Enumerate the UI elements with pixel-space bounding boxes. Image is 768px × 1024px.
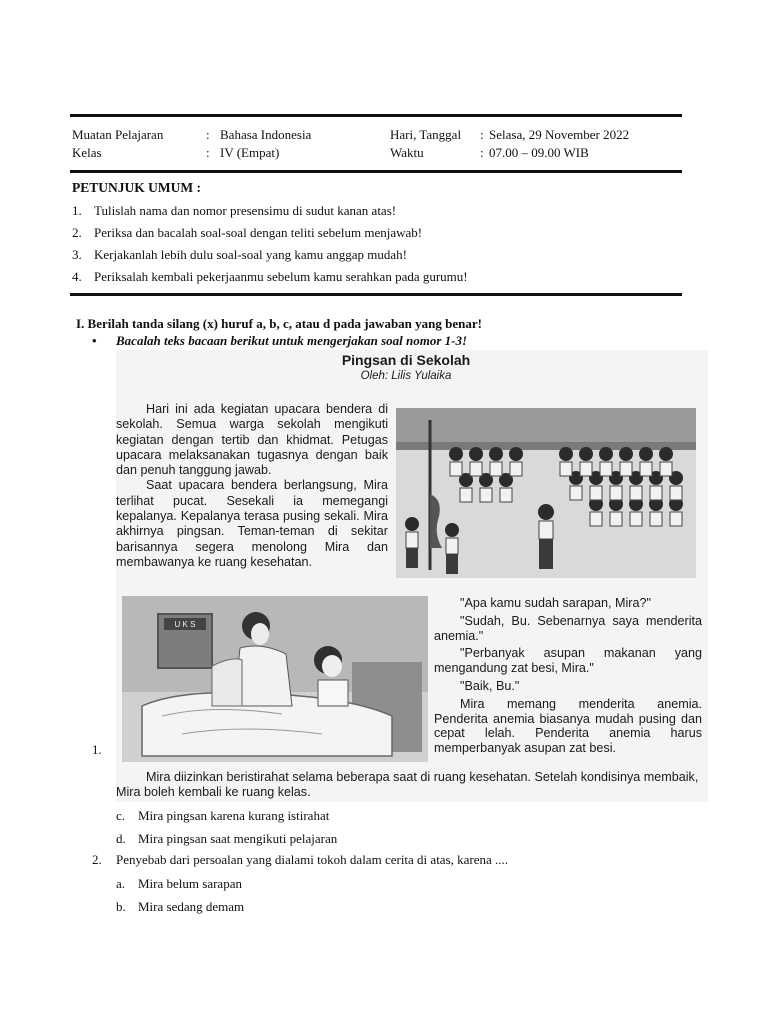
dialog-line: "Apa kamu sudah sarapan, Mira?" <box>460 596 651 610</box>
class-colon: : <box>206 145 210 160</box>
subject-value: Bahasa Indonesia <box>220 127 312 142</box>
story-paragraph: Mira diizinkan beristirahat selama beberapa saat di ruang kesehatan. Setelah kondisinya membaik, Mira boleh kembali ke ruang kelas. <box>116 770 699 799</box>
question-2 <box>92 852 508 868</box>
date-value: Selasa, 29 November 2022 <box>489 127 630 142</box>
health-room-icon <box>122 596 428 762</box>
top-rule <box>70 114 682 117</box>
story-intro <box>116 402 388 570</box>
mid-rule <box>70 170 682 173</box>
q2-option-a[interactable]: a. Mira belum sarapan <box>116 876 242 891</box>
bullet-icon: • <box>92 333 97 348</box>
dialog-line: "Baik, Bu." <box>460 678 520 693</box>
date-label: Hari, Tanggal <box>390 127 462 142</box>
story-dialog <box>434 596 702 759</box>
flag-ceremony-illustration <box>396 408 696 578</box>
reading-instruction: • Bacalah teks bacaan berikut untuk mengerjakan soal nomor 1-3! <box>92 333 468 348</box>
instruction-item: 3. Kerjakanlah lebih dulu soal-soal yang kamu anggap mudah! <box>72 247 407 262</box>
q1-option-c[interactable]: c. Mira pingsan karena kurang istirahat <box>116 808 330 823</box>
reading-passage <box>116 350 708 802</box>
class-label: Kelas <box>72 145 102 160</box>
subject-label: Muatan Pelajaran <box>72 127 164 142</box>
story-paragraph: Hari ini ada kegiatan upacara bendera di sekolah. Semua warga sekolah mengikuti kegiatan dengan tertib dan khidmat. Petugas upacara melaksanakan tugasnya dengan baik dan penuh tanggung jawab. <box>116 402 388 478</box>
question-1-number: 1. <box>92 742 102 757</box>
story-closing <box>116 770 704 800</box>
instruction-item: 2. Periksa dan bacalah soal-soal dengan teliti sebelum menjawab! <box>72 225 423 240</box>
dialog-line: "Sudah, Bu. Sebenarnya saya menderita anemia." <box>434 613 702 643</box>
question-2-number: 2. <box>92 852 102 867</box>
time-value: 07.00 – 09.00 WIB <box>489 145 589 160</box>
flag-ceremony-icon <box>396 408 696 578</box>
time-colon: : <box>480 145 484 160</box>
class-value: IV (Empat) <box>220 145 280 160</box>
dialog-line: Mira memang menderita anemia. Penderita anemia biasanya mudah pusing dan cepat lelah. Penderita anemia harus memperbanyak asupan zat besi. <box>434 696 702 756</box>
story-paragraph: Saat upacara bendera berlangsung, Mira terlihat pucat. Sesekali ia memegangi kepalanya. Kepalanya terasa pusing sekali. Mira akhirnya pingsan. Teman-teman di sekitar barisannya segera menolong Mira dan membawanya ke ruang kesehatan. <box>116 478 388 569</box>
story-author: Oleh: Lilis Yulaika <box>360 370 452 382</box>
health-room-illustration <box>122 596 428 762</box>
q2-option-b[interactable]: b. Mira sedang demam <box>116 899 245 914</box>
uks-sign: U K S <box>174 620 196 629</box>
question-2-text: Penyebab dari persoalan yang dialami tokoh dalam cerita di atas, karena .... <box>116 852 509 867</box>
story-title: Pingsan di Sekolah <box>341 352 471 368</box>
instruction-item: 4. Periksalah kembali pekerjaanmu sebelum kamu serahkan pada gurumu! <box>72 269 468 284</box>
instruction-item: 1. Tulislah nama dan nomor presensimu di sudut kanan atas! <box>72 203 397 218</box>
time-label: Waktu <box>390 145 424 160</box>
bottom-rule <box>70 293 682 296</box>
date-colon: : <box>480 127 484 142</box>
subject-colon: : <box>206 127 210 142</box>
general-instructions-title: PETUNJUK UMUM : <box>72 180 201 195</box>
dialog-line: "Perbanyak asupan makanan yang mengandung zat besi, Mira." <box>434 646 702 676</box>
section-heading: I. Berilah tanda silang (x) huruf a, b, c, atau d pada jawaban yang benar! <box>76 316 482 331</box>
q1-option-d[interactable]: d. Mira pingsan saat mengikuti pelajaran <box>116 831 338 846</box>
